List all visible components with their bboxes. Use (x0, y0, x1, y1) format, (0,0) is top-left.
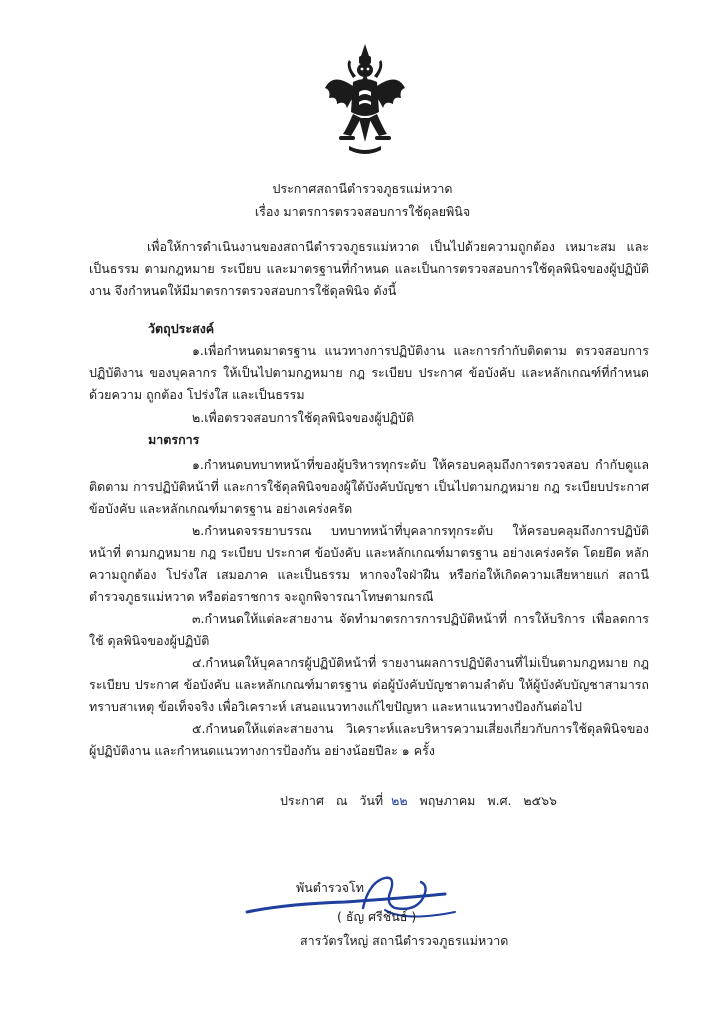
objectives-heading: วัตถุประสงค์ (148, 321, 215, 336)
date-day: ๒๒ (391, 793, 408, 808)
measure-item-2: ๒.กำหนดจรรยาบรรณ บทบาทหน้าที่บุคลากรทุกระดับ ให้ครอบคลุมถึงการปฏิบัติหน้าที่ ตามกฎหมาย กฎ ระเบียบ ประกาศ ข้อบังคับ และหลักเกณฑ์มาตรฐาน อย่างเคร่งครัด โดยยึด หลักความถูกต้อง โปร่งใส เสมอภาค และเป็นธรรม หากจงใจฝ่าฝืน หรือก่อให้เกิดความเสียหายแก่ สถานีตำรวจภูธรแม่หวาด หรือต่อราชการ จะถูกพิจารณาโทษตามกรณี (89, 523, 649, 604)
measure-item-1: ๑.กำหนดบทบาทหน้าที่ของผู้บริหารทุกระดับ ให้ครอบคลุมถึงการตรวจสอบ กำกับดูแลติดตาม การปฏิบัติหน้าที่ และการใช้ดุลพินิจของผู้ใต้บังคับบัญชา เป็นไปตามกฎหมาย กฎ ระเบียบประกาศ ข้อบังคับ และหลักเกณฑ์มาตรฐาน อย่างเคร่งครัด (89, 457, 649, 516)
date-month: พฤษภาคม (419, 793, 476, 808)
measure-item-5: ๕.กำหนดให้แต่ละสายงาน วิเคราะห์และบริหารความเสี่ยงเกี่ยวกับการใช้ดุลพินิจของ ผู้ปฏิบัติงาน และกำหนดแนวทางการป้องกัน อย่างน้อยปีละ ๑ ครั้ง (89, 721, 649, 758)
date-at: ณ (335, 793, 348, 808)
date-label: ประกาศ (280, 793, 324, 808)
subject-title: เรื่อง มาตรการตรวจสอบการใช้ดุลยพินิจ (254, 204, 471, 219)
date-line (280, 790, 557, 812)
signer-name: ( ธัญ ศรีชันธ์ ) (337, 909, 417, 924)
intro-paragraph: เพื่อให้การดำเนินงานของสถานีตำรวจภูธรแม่หวาด เป็นไปด้วยความถูกต้อง เหมาะสม และเป็นธรรม ตามกฎหมาย ระเบียบ และมาตรฐานที่กำหนด และเป็นการตรวจสอบการใช้ดุลพินิจของผู้ปฏิบัติงาน จึงกำหนดให้มีมาตรการตรวจสอบการใช้ดุลพินิจ ดังนี้ (89, 239, 649, 298)
organization-title: ประกาศสถานีตำรวจภูธรแม่หวาด (272, 181, 453, 196)
signer-rank: พันตำรวจโท (296, 880, 364, 895)
garuda-emblem (323, 42, 407, 158)
signer-position: สารวัตรใหญ่ สถานีตำรวจภูธรแม่หวาด (300, 933, 509, 948)
date-year: ๒๕๖๖ (523, 793, 557, 808)
objective-item-1: ๑.เพื่อกำหนดมาตรฐาน แนวทางการปฏิบัติงาน และการกำกับติดตาม ตรวจสอบการปฏิบัติงาน ของบุคลากร ให้เป็นไปตามกฎหมาย กฎ ระเบียบ ประกาศ ข้อบังคับ และหลักเกณฑ์ที่กำหนดด้วยความ ถูกต้อง โปร่งใส และเป็นธรรม (89, 343, 649, 402)
measure-item-3: ๓.กำหนดให้แต่ละสายงาน จัดทำมาตรการการปฏิบัติหน้าที่ การให้บริการ เพื่อลดการใช้ ดุลพินิจของผู้ปฏิบัติ (89, 611, 649, 648)
date-era: พ.ศ. (487, 793, 512, 808)
measure-item-4: ๔.กำหนดให้บุคลากรผู้ปฏิบัติหน้าที่ รายงานผลการปฏิบัติงานที่ไม่เป็นตามกฎหมาย กฎระเบียบ ประกาศ ข้อบังคับ และหลักเกณฑ์มาตรฐาน ต่อผู้บังคับบัญชาตามลำดับ ให้ผู้บังคับบัญชาสามารถทราบสาเหตุ ข้อเท็จจริง เพื่อวิเคราะห์ เสนอแนวทางแก้ไขปัญหา และหาแนวทางป้องกันต่อไป (89, 655, 649, 714)
measures-heading: มาตรการ (148, 432, 200, 447)
date-day-label: วันที่ (359, 793, 384, 808)
objective-item-2: ๒.เพื่อตรวจสอบการใช้ดุลพินิจของผู้ปฏิบัติ (192, 410, 415, 425)
